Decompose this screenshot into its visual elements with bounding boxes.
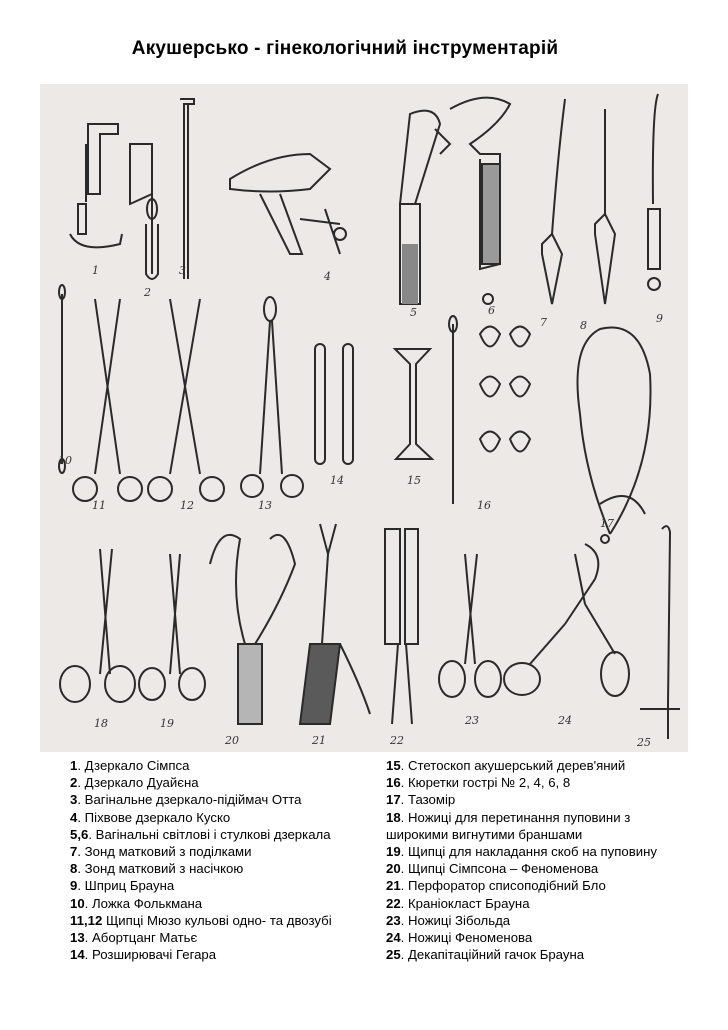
instrument-15-stethoscope (395, 349, 432, 459)
legend-item: 1. Дзеркало Сімпса (70, 758, 190, 773)
legend-item: 3. Вагінальне дзеркало-підіймач Отта (70, 792, 302, 808)
instrument-9-braun-syringe (648, 94, 660, 290)
page-title: Акушерсько - гінекологічний інструментарій (131, 38, 559, 59)
instrument-20-simpson-forceps (210, 535, 295, 724)
instrument-19-clamp-forceps (139, 554, 205, 700)
instrument-16-curettes (449, 316, 530, 504)
instrument-13-abortion-forceps (241, 297, 303, 497)
legend-item: 10. Ложка Фолькмана (70, 895, 203, 911)
legend-item: 13. Абортцанг Матьє (70, 930, 198, 946)
label-20: 20 (225, 734, 239, 747)
instrument-1-sims-speculum (70, 124, 122, 247)
instrument-2-doyen-speculum (130, 144, 158, 279)
figure-numbers (58, 264, 663, 749)
legend-left-column (70, 757, 332, 963)
label-11: 11 (92, 499, 106, 512)
legend-item: 22. Краніокласт Брауна (386, 895, 530, 911)
legend-item: 17. Тазомір (386, 792, 456, 808)
instrument-5-light-speculum (400, 111, 450, 304)
instrument-14-hegar-dilators (315, 344, 353, 464)
label-2: 2 (144, 286, 151, 299)
legend-item: 11,12 Щипці Мюзо кульові одно- та двозубі (70, 912, 332, 928)
instrument-22-cranioclast (385, 529, 418, 724)
legend-item: 5,6. Вагінальні світлові і стулкові дзеркала (70, 826, 331, 842)
instrument-21-blot-perforator (300, 524, 370, 724)
legend-item: 14. Розширювачі Гегара (70, 947, 217, 963)
instrument-7-uterine-probe (542, 99, 565, 304)
legend-item: 4. Піхвове дзеркало Куско (70, 809, 231, 825)
label-10: 10 (58, 454, 72, 467)
legend-right-column (386, 757, 657, 963)
instruments-illustration (40, 84, 688, 752)
label-23: 23 (465, 714, 479, 727)
label-21: 21 (312, 734, 326, 747)
legend-item: 20. Щипці Сімпсона – Феноменова (386, 861, 599, 877)
legend-item: 2. Дзеркало Дуайєна (70, 775, 199, 791)
instrument-3-ott-retractor (180, 99, 194, 279)
legend-item: 24. Ножиці Феноменова (386, 930, 533, 946)
label-18: 18 (94, 717, 108, 730)
label-15: 15 (407, 474, 421, 487)
legend-item-continuation: широкими вигнутими браншами (386, 826, 583, 842)
instrument-4-cusco-speculum (230, 154, 346, 254)
label-19: 19 (160, 717, 174, 730)
instrument-11-museux-forceps (73, 299, 142, 501)
legend-item: 18. Ножиці для перетинання пуповини з (386, 809, 631, 825)
legend-item: 21. Перфоратор списоподібний Бло (386, 878, 606, 894)
instrument-10-volkmann-spoon (59, 285, 65, 473)
legend-item: 16. Кюретки гострі № 2, 4, 6, 8 (386, 775, 571, 791)
legend-item: 7. Зонд матковий з поділками (70, 844, 252, 860)
instrument-8-uterine-probe (595, 109, 615, 304)
instrument-17-pelvimeter (578, 327, 651, 543)
label-25: 25 (637, 736, 651, 749)
legend-item: 9. Шприц Брауна (70, 878, 175, 894)
label-13: 13 (258, 499, 272, 512)
label-6: 6 (488, 304, 495, 317)
legend-item: 25. Декапітаційний гачок Брауна (386, 947, 585, 963)
label-9: 9 (656, 312, 663, 325)
instrument-12-museux-forceps (148, 299, 224, 501)
legend-item: 19. Щипці для накладання скоб на пуповину (386, 844, 657, 860)
legend-item: 15. Стетоскоп акушерський дерев'яний (386, 758, 626, 773)
label-3: 3 (179, 264, 186, 277)
label-16: 16 (477, 499, 491, 512)
label-24: 24 (558, 714, 572, 727)
label-1: 1 (92, 264, 99, 277)
label-14: 14 (330, 474, 344, 487)
label-8: 8 (580, 319, 587, 332)
legend-item: 23. Ножиці Зібольда (386, 912, 511, 928)
instrument-6-hinged-speculum (450, 98, 510, 304)
legend-item: 8. Зонд матковий з насічкою (70, 861, 244, 877)
instrument-23-siebold-scissors (439, 554, 501, 697)
instrument-25-decapitation-hook (640, 526, 680, 739)
label-5: 5 (410, 306, 417, 319)
label-12: 12 (180, 499, 194, 512)
instrument-18-umbilical-scissors (60, 549, 135, 702)
label-17: 17 (600, 517, 614, 530)
instrument-24-fenomenov-scissors (504, 544, 629, 696)
label-22: 22 (390, 734, 404, 747)
label-4: 4 (324, 270, 331, 283)
label-7: 7 (540, 316, 547, 329)
